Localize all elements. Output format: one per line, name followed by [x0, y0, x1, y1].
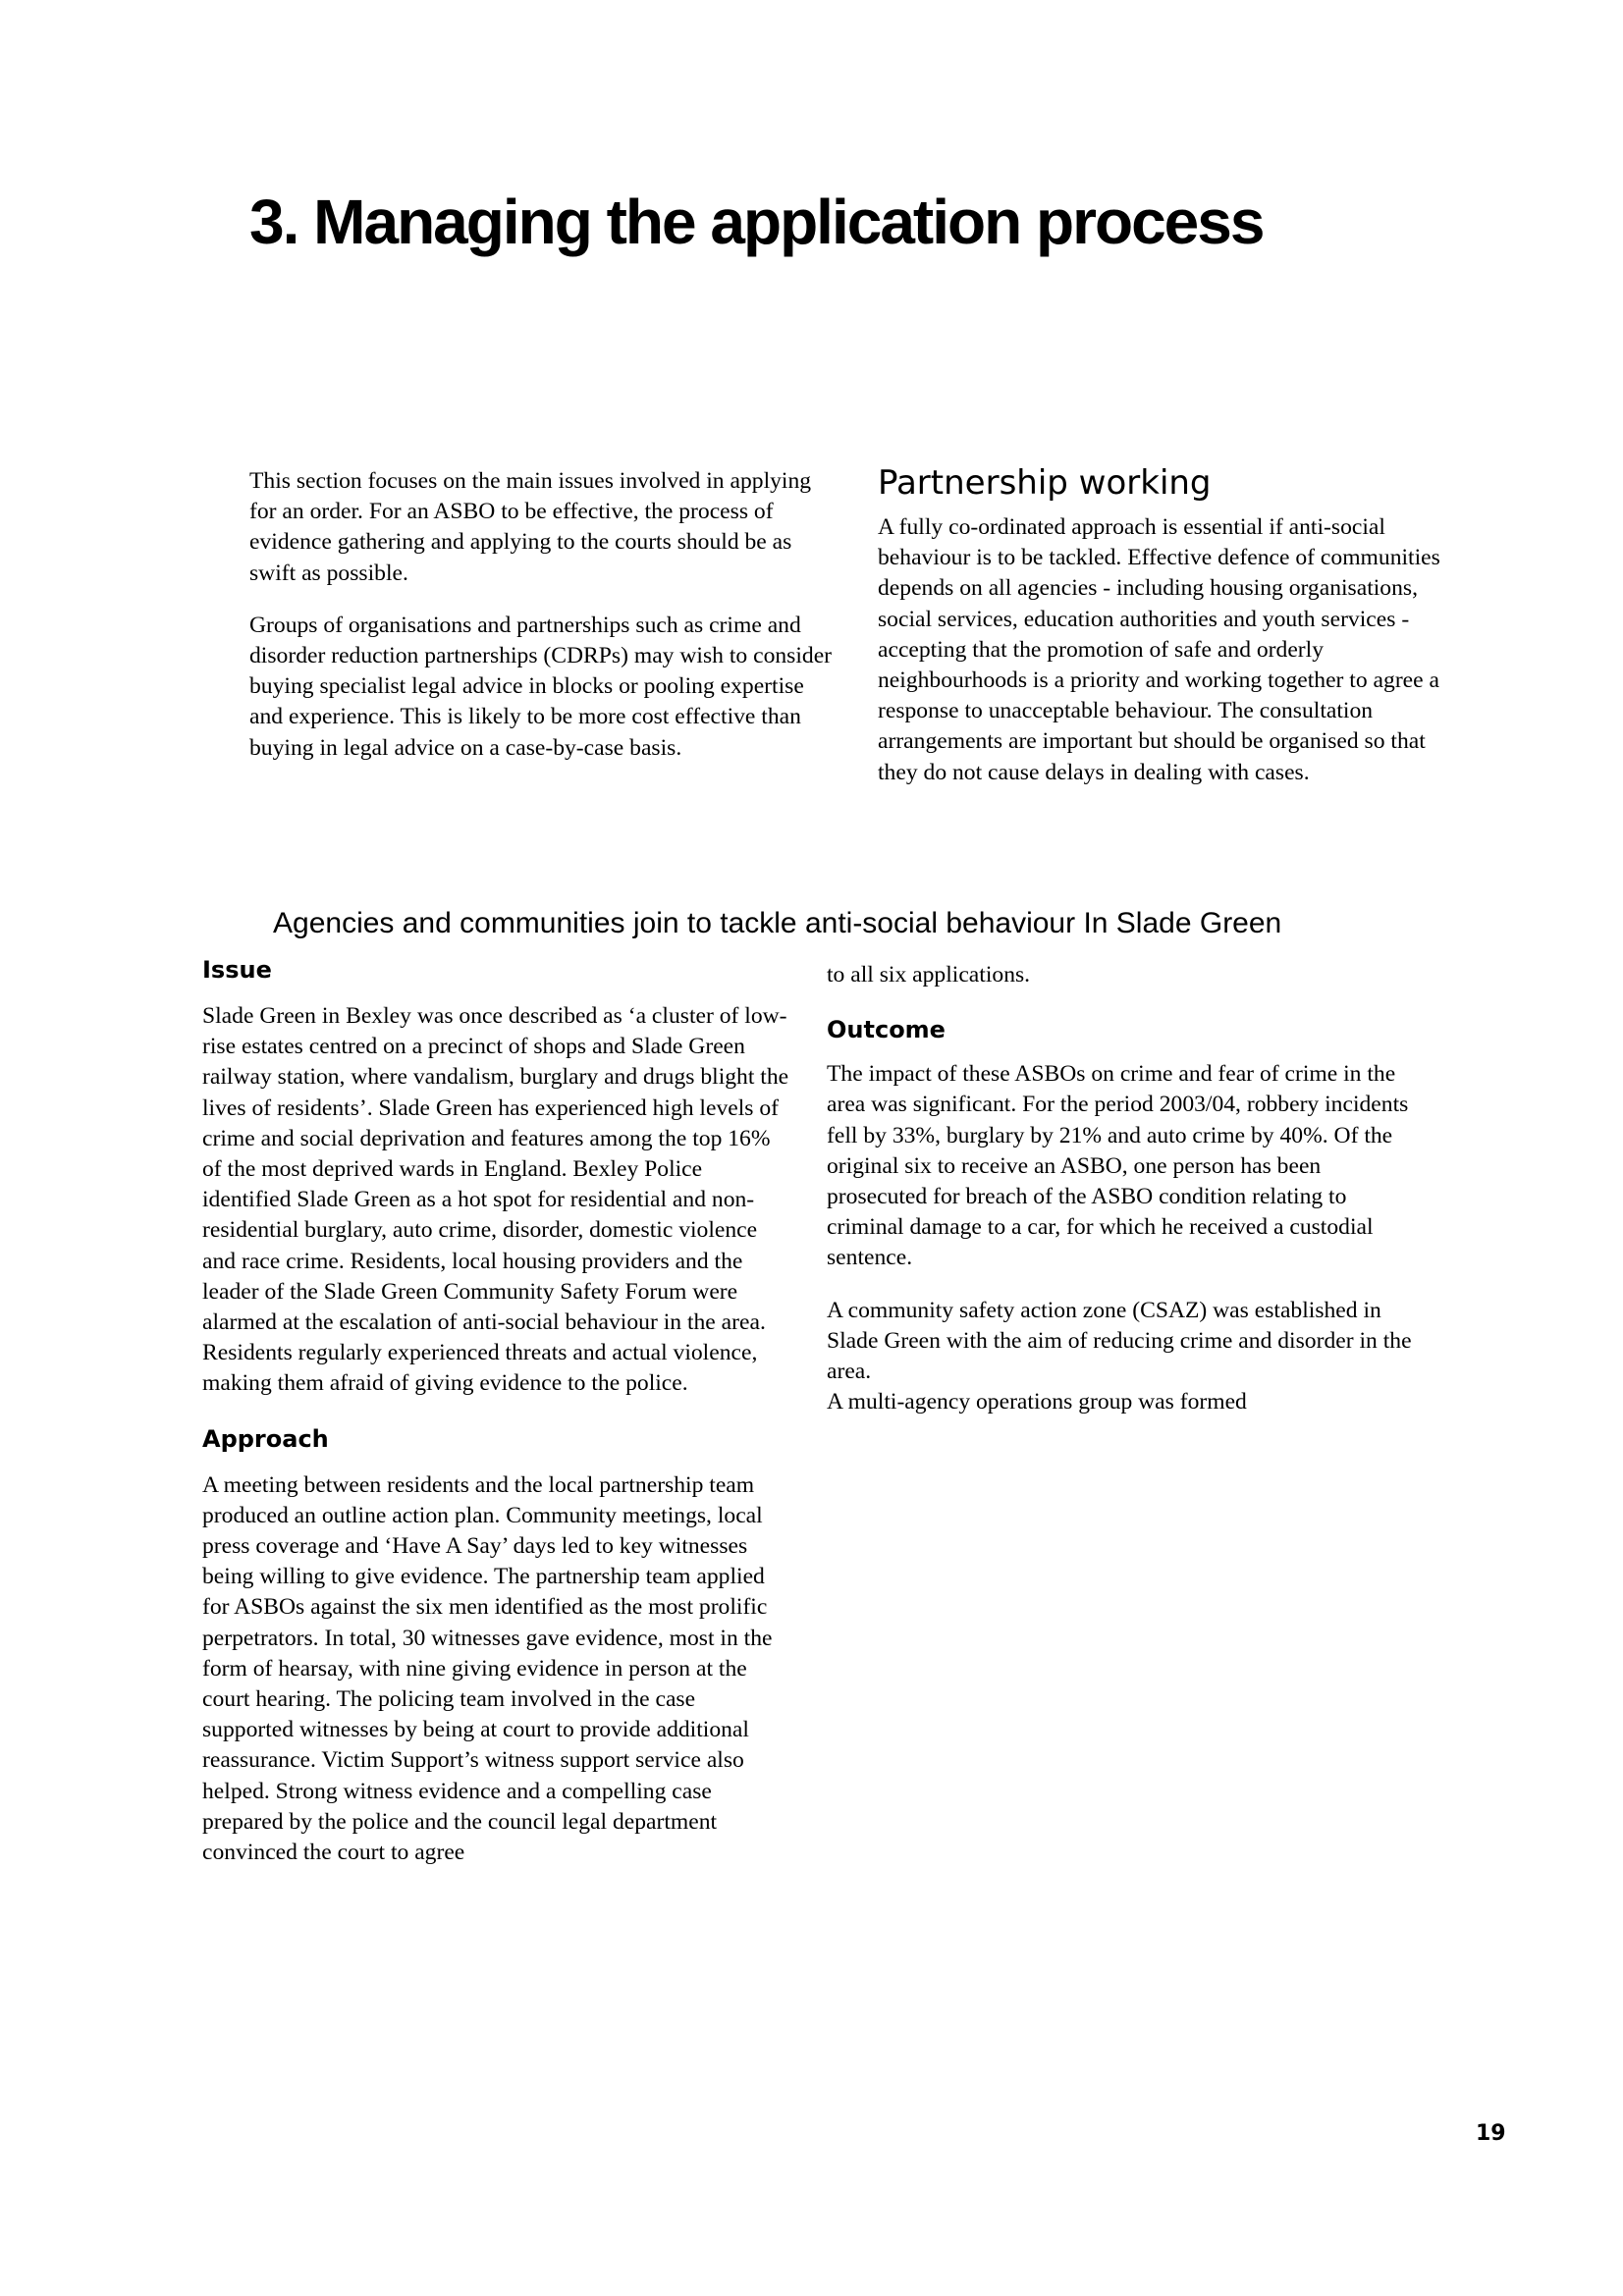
partnership-section: [878, 461, 1467, 788]
page-number: 19: [1476, 2121, 1506, 2146]
intro-section: [249, 466, 839, 764]
outcome-heading: Outcome: [827, 1016, 946, 1044]
approach-heading: Approach: [202, 1424, 329, 1453]
approach-body: A meeting between residents and the local partnership team produced an outline action plan. Community meetings, local press coverage and ‘Have A Say’ days led to key witnesses being willing to give evidence. The partnership team applied for ASBOs against the six men identified as the most prolific perpetrators. In total, 30 witnesses gave evidence, most in the form of hearsay, with nine giving evidence in person at the court hearing. The policing team involved in the case supported witnesses by being at court to provide additional reassurance. Victim Support’s witness support service also helped. Strong witness evidence and a compelling case prepared by the police and the council legal department convinced the court to agree: [202, 1471, 773, 1866]
case-study-title: Agencies and communities join to tackle anti-social behaviour In Slade Green: [273, 907, 1282, 939]
case-study-left-column: [202, 954, 791, 1868]
outcome-paragraph: The impact of these ASBOs on crime and fear of crime in the area was significant. For the period 2003/04, robbery incidents fell by 33%, burglary by 21% and auto crime by 40%. Of the original six to receive an ASBO, one person has been prosecuted for breach of the ASBO condition relating to criminal damage to a car, for which he received a custodial sentence.: [827, 1061, 1409, 1271]
approach-continuation: to all six applications.: [827, 962, 1031, 988]
issue-body: Slade Green in Bexley was once described as ‘a cluster of low-rise estates centred on a precinct of shops and Slade Green railway station, where vandalism, burglary and drugs blight the lives of residents’. Slade Green has experienced high levels of crime and social deprivation and features among the top 16% of the most deprived wards in England. Bexley Police identified Slade Green as a hot spot for residential and non-residential burglary, auto crime, disorder, domestic violence and race crime. Residents, local housing providers and the leader of the Slade Green Community Safety Forum were alarmed at the escalation of anti-social behaviour in the area. Residents regularly experienced threats and actual violence, making them afraid of giving evidence to the police.: [202, 1003, 789, 1397]
approach-section: [202, 1423, 791, 1869]
chapter-title: 3. Managing the application process: [249, 187, 1264, 257]
outcome-section: [827, 1014, 1416, 1417]
outcome-paragraph: A community safety action zone (CSAZ) was established in Slade Green with the aim of reducing crime and disorder in the area.: [827, 1297, 1412, 1385]
case-study-right-column: [827, 960, 1416, 1417]
issue-section: [202, 954, 791, 1400]
partnership-heading: Partnership working: [878, 463, 1212, 503]
intro-paragraph: This section focuses on the main issues involved in applying for an order. For an ASBO to be effective, the process of evidence gathering and applying to the courts should be as swift as possible.: [249, 468, 812, 586]
issue-heading: Issue: [202, 956, 272, 984]
partnership-body: A fully co-ordinated approach is essential if anti-social behaviour is to be tackled. Effective defence of communities depends on all agencies - including housing organisations, social services, education authorities and youth services - accepting that the promotion of safe and orderly neighbourhoods is a priority and working together to agree a response to unacceptable behaviour. The consultation arrangements are important but should be organised so that they do not cause delays in dealing with cases.: [878, 514, 1440, 785]
intro-paragraph: Groups of organisations and partnerships such as crime and disorder reduction partnerships (CDRPs) may wish to consider buying specialist legal advice in blocks or pooling expertise and experience. This is likely to be more cost effective than buying in legal advice on a case-by-case basis.: [249, 612, 833, 761]
outcome-paragraph: A multi-agency operations group was formed: [827, 1389, 1247, 1415]
